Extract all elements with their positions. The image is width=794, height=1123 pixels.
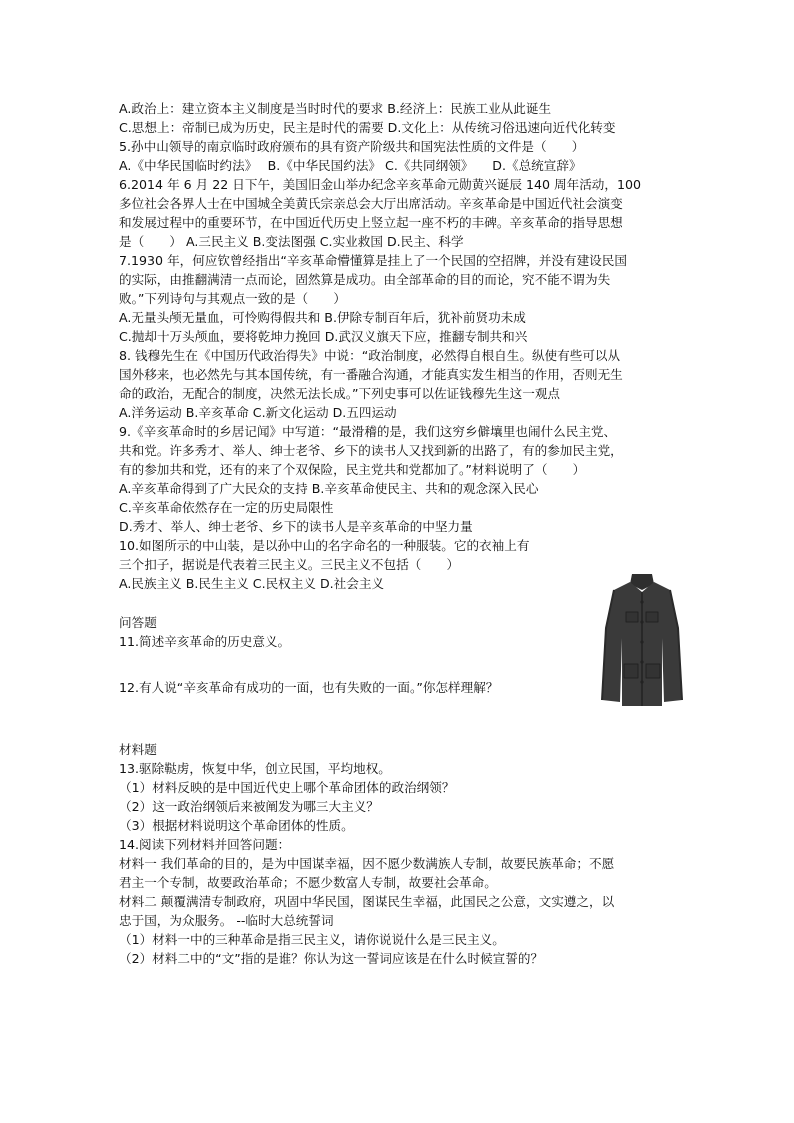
text-line: A.政治上：建立资本主义制度是当时时代的要求 B.经济上：民族工业从此诞生 <box>119 101 552 116</box>
question-10-options: A.民族主义 B.民生主义 C.民权主义 D.社会主义 <box>119 576 385 591</box>
question-7-options: A.无量头颅无量血，可怜购得假共和 B.伊除专制百年后，犹补前贤功未成 <box>119 310 526 325</box>
text-line: 命的政治，无配合的制度，决然无法长成。”下列史事可以佐证钱穆先生这一观点 <box>119 386 561 401</box>
section-material <box>119 740 679 968</box>
question-11: 11.简述辛亥革命的历史意义。 <box>119 634 291 649</box>
question-9-options: C.辛亥革命依然存在一定的历史局限性 <box>119 500 334 515</box>
question-14: 14.阅读下列材料并回答问题： <box>119 837 291 852</box>
text-line: 和发展过程中的重要环节，在中国近代历史上竖立起一座不朽的丰碑。辛亥革命的指导思想 <box>119 215 623 230</box>
question-7: 7.1930 年，何应钦曾经指出“辛亥革命懵懂算是挂上了一个民国的空招牌，并没有建设民国 <box>119 253 627 268</box>
question-14-sub-2: （2）材料二中的“文”指的是谁？你认为这一誓词应该是在什么时候宣誓的？ <box>119 951 544 966</box>
text-line: 共和党。许多秀才、举人、绅士老爷、乡下的读书人又找到新的出路了，有的参加民主党， <box>119 443 623 458</box>
exam-content <box>119 99 679 968</box>
questions-choice-block <box>119 99 679 593</box>
question-12: 12.有人说“辛亥革命有成功的一面，也有失败的一面。”你怎样理解？ <box>119 680 499 695</box>
material-1: 材料一 我们革命的目的，是为中国谋幸福，因不愿少数满族人专制，故要民族革命；不愿 <box>119 856 615 871</box>
text-line: 有的参加共和党，还有的来了个双保险，民主党共和党都加了。”材料说明了（ ） <box>119 462 586 477</box>
question-9-options: A.辛亥革命得到了广大民众的支持 B.辛亥革命使民主、共和的观念深入民心 <box>119 481 539 496</box>
text-line: 多位社会各界人士在中国城全美黄氏宗亲总会大厅出席活动。辛亥革命是中国近代社会演变 <box>119 196 623 211</box>
question-10: 10.如图所示的中山装，是以孙中山的名字命名的一种服装。它的衣袖上有 <box>119 538 530 553</box>
question-13-sub-3: （3）根据材料说明这个革命团体的性质。 <box>119 818 354 833</box>
question-5-options: A.《中华民国临时约法》 B.《中华民国约法》 C.《共同纲领》 D.《总统宣辞》 <box>119 158 582 173</box>
text-line: 三个扣子，据说是代表着三民主义。三民主义不包括（ ） <box>119 557 460 572</box>
text-line: C.思想上：帝制已成为历史，民主是时代的需要 D.文化上：从传统习俗迅速向近代化转变 <box>119 120 616 135</box>
text-line: 君主一个专制，故要政治革命；不愿少数富人专制，故要社会革命。 <box>119 875 497 890</box>
text-line: 忠于国，为众服务。 --临时大总统誓词 <box>119 913 334 928</box>
question-14-sub-1: （1）材料一中的三种革命是指三民主义，请你说说什么是三民主义。 <box>119 932 505 947</box>
zhongshan-suit-photo <box>592 568 692 708</box>
text-line: 的实际，由推翻满清一点而论，固然算是成功。由全部革命的目的而论，究不能不谓为失 <box>119 272 611 287</box>
question-8: 8. 钱穆先生在《中国历代政治得失》中说：“政治制度，必然得自根自生。纵使有些可以从 <box>119 348 621 363</box>
question-6-options: 是（ ） A.三民主义 B.变法图强 C.实业救国 D.民主、科学 <box>119 234 464 249</box>
text-line: 败。”下列诗句与其观点一致的是（ ） <box>119 291 346 306</box>
section-title-material: 材料题 <box>119 742 157 757</box>
question-13-sub-2: （2）这一政治纲领后来被阐发为哪三大主义？ <box>119 799 379 814</box>
question-9-options: D.秀才、举人、绅士老爷、乡下的读书人是辛亥革命的中坚力量 <box>119 519 473 534</box>
question-7-options: C.抛却十万头颅血，要将乾坤力挽回 D.武汉义旗天下应，推翻专制共和兴 <box>119 329 528 344</box>
question-13: 13.驱除鞑虏，恢复中华，创立民国，平均地权。 <box>119 761 391 776</box>
question-5: 5.孙中山领导的南京临时政府颁布的具有资产阶级共和国宪法性质的文件是（ ） <box>119 139 585 154</box>
zhongshan-suit-icon <box>592 568 692 708</box>
question-13-sub-1: （1）材料反映的是中国近代史上哪个革命团体的政治纲领？ <box>119 780 455 795</box>
section-title-qa: 问答题 <box>119 615 157 630</box>
text-line: 国外移来，也必然先与其本国传统，有一番融合沟通，才能真实发生相当的作用，否则无生 <box>119 367 623 382</box>
question-8-options: A.洋务运动 B.辛亥革命 C.新文化运动 D.五四运动 <box>119 405 397 420</box>
material-2: 材料二 颠覆满清专制政府，巩固中华民国，图谋民生幸福，此国民之公意，文实遵之，以 <box>119 894 615 909</box>
question-6: 6.2014 年 6 月 22 日下午，美国旧金山举办纪念辛亥革命元勋黄兴诞辰 140 周年活动，100 <box>119 177 642 192</box>
question-9: 9.《辛亥革命时的乡居记闻》中写道：“最滑稽的是，我们这穷乡僻壤里也闹什么民主党、 <box>119 424 617 439</box>
